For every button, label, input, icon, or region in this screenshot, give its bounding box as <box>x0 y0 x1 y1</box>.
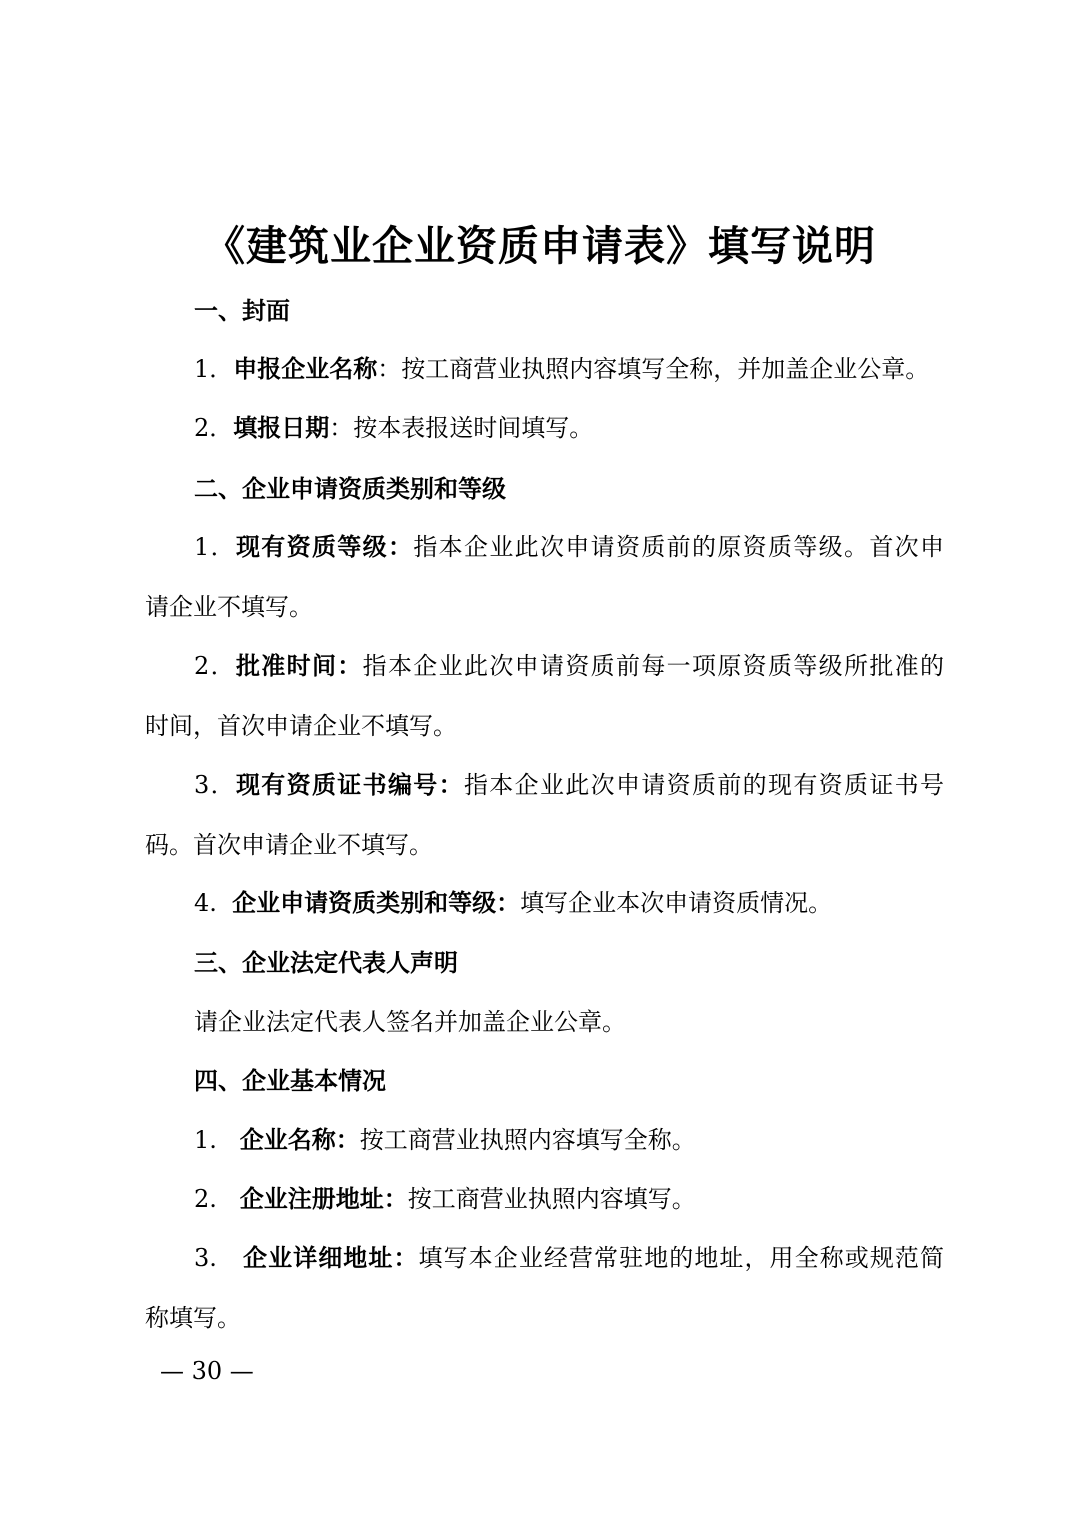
item-text: 按工商营业执照内容填写。 <box>407 1185 696 1213</box>
list-item-registered-address <box>194 1182 696 1216</box>
section-heading-qualification <box>194 472 506 506</box>
section-heading-basic-info <box>194 1064 386 1098</box>
item-text: 填写本企业经营常驻地的地址，用全称或规范简 <box>418 1244 944 1272</box>
item-text: 指本企业此次申请资质前的现有资质证书号 <box>463 771 944 799</box>
paragraph-legal-rep <box>194 1005 626 1039</box>
document-title: 《建筑业企业资质申请表》填写说明 <box>204 222 876 270</box>
item-text: ：按本表报送时间填写。 <box>329 414 594 442</box>
list-item-detailed-address <box>194 1241 944 1275</box>
item-number: 3. <box>194 1244 244 1272</box>
item-number: 2. <box>194 1185 240 1213</box>
list-item-continuation <box>145 828 433 862</box>
item-text: ：按工商营业执照内容填写全称，并加盖企业公章。 <box>377 355 930 383</box>
line-heading: 四、企业基本情况 <box>194 1067 386 1095</box>
item-text: 指本企业此次申请资质前的原资质等级。首次申 <box>413 533 945 561</box>
item-heading: 填报日期 <box>233 414 330 442</box>
list-item-fill-date <box>194 411 593 445</box>
list-item-continuation <box>145 590 313 624</box>
list-item-continuation <box>145 1301 241 1335</box>
line-heading: 一、封面 <box>194 297 290 325</box>
item-heading: 企业名称： <box>239 1126 360 1154</box>
line-heading: 二、企业申请资质类别和等级 <box>194 475 506 503</box>
item-heading: 企业申请资质类别和等级： <box>232 889 521 917</box>
item-text: 请企业不填写。 <box>145 593 313 621</box>
line-heading: 三、企业法定代表人声明 <box>194 949 458 977</box>
list-item-company-name <box>194 1123 696 1157</box>
item-text: 按工商营业执照内容填写全称。 <box>359 1126 696 1154</box>
list-item-apply-category <box>194 886 832 920</box>
item-heading: 批准时间： <box>235 652 363 680</box>
page-number: — 30 — <box>160 1357 254 1385</box>
item-number: 1． <box>194 355 234 383</box>
item-heading: 企业详细地址： <box>243 1244 419 1272</box>
item-text: 指本企业此次申请资质前每一项原资质等级所批准的 <box>362 652 945 680</box>
section-heading-cover <box>194 294 290 328</box>
item-number: 4. <box>194 889 233 917</box>
item-heading: 申报企业名称 <box>233 355 378 383</box>
section-heading-legal-rep <box>194 946 458 980</box>
list-item-certificate-number <box>194 768 944 802</box>
item-text: 称填写。 <box>145 1304 241 1332</box>
list-item-current-grade <box>194 530 944 564</box>
list-item-enterprise-name <box>194 352 929 386</box>
item-text: 填写企业本次申请资质情况。 <box>520 889 833 917</box>
item-text: 请企业法定代表人签名并加盖企业公章。 <box>194 1008 626 1036</box>
item-number: 3． <box>194 771 236 799</box>
list-item-continuation <box>145 709 457 743</box>
item-text: 时间，首次申请企业不填写。 <box>145 712 457 740</box>
item-heading: 现有资质证书编号： <box>235 771 464 799</box>
item-number: 1. <box>194 1126 240 1154</box>
item-text: 码。首次申请企业不填写。 <box>145 831 433 859</box>
item-number: 2． <box>194 414 234 442</box>
list-item-approval-time <box>194 649 944 683</box>
item-number: 1． <box>194 533 236 561</box>
item-heading: 现有资质等级： <box>235 533 414 561</box>
item-number: 2． <box>194 652 236 680</box>
item-heading: 企业注册地址： <box>239 1185 408 1213</box>
